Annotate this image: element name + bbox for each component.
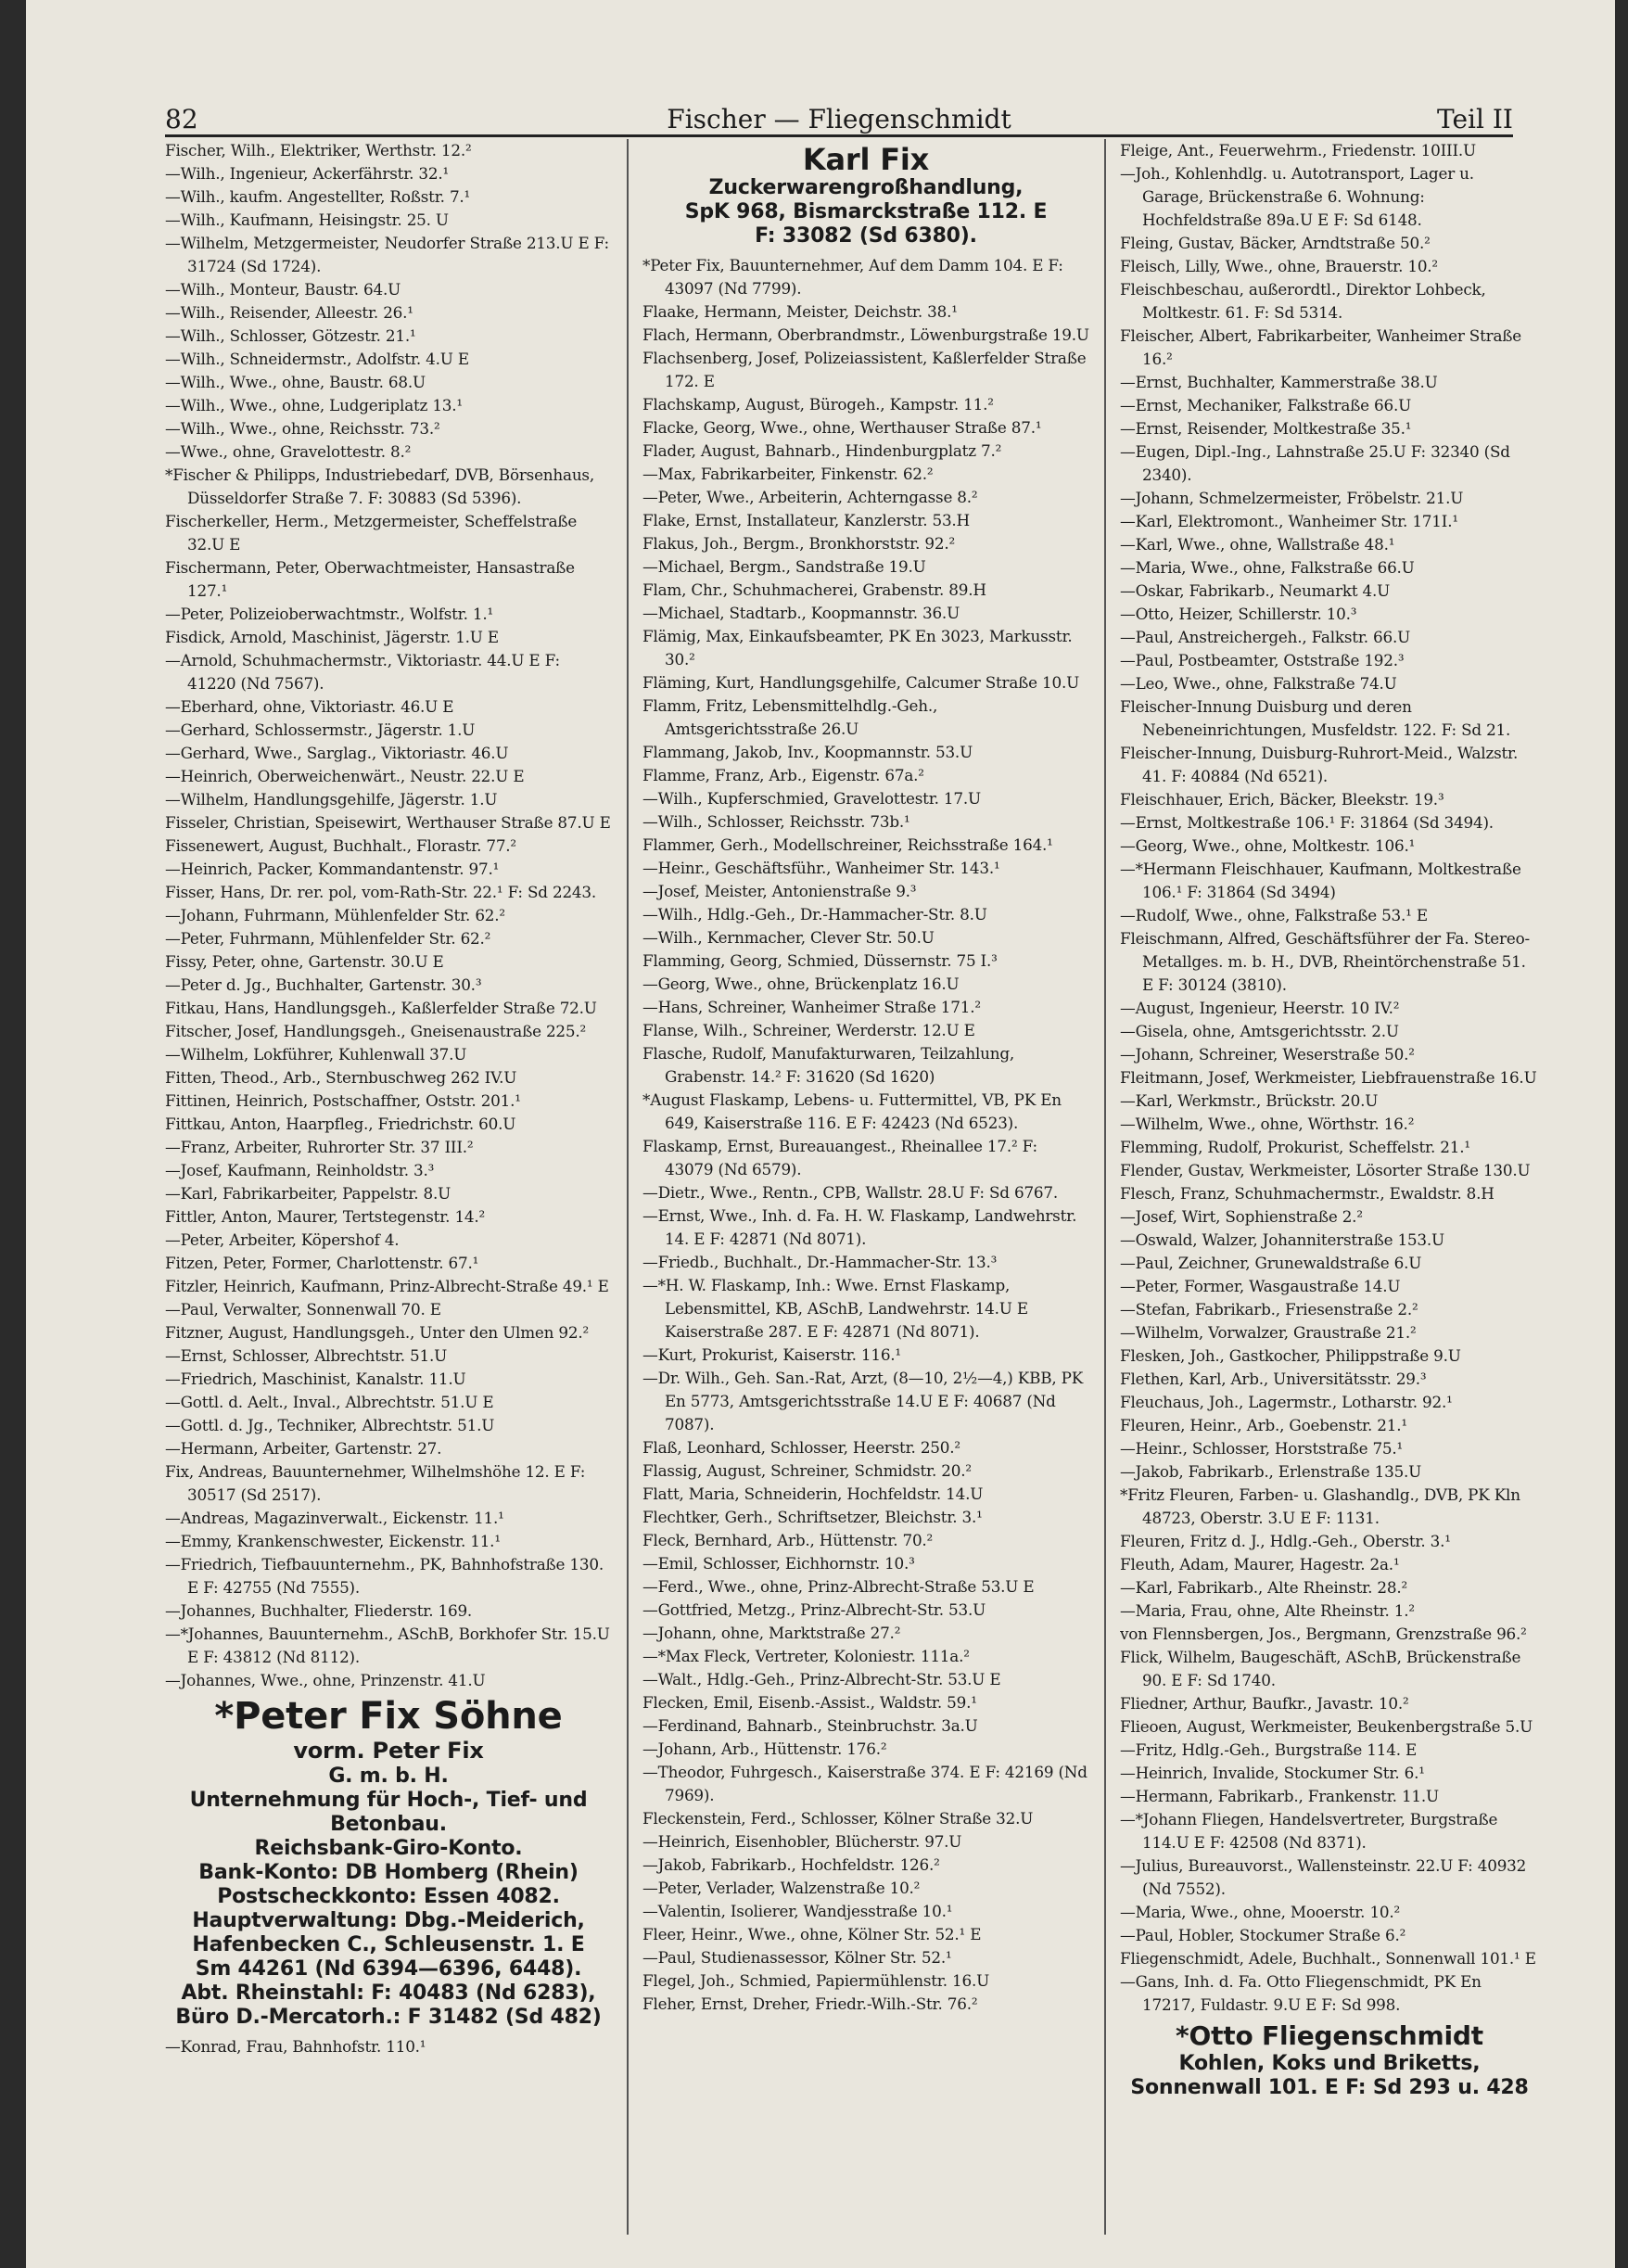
directory-entry: —Wwe., ohne, Gravelottestr. 8.²: [165, 442, 412, 461]
directory-entry: Flachskamp, August, Bürogeh., Kampstr. 11.²: [642, 395, 994, 414]
directory-entry: Flick, Wilhelm, Baugeschäft, ASchB, Brückenstraße 90. E F: Sd 1740.: [1120, 1648, 1521, 1689]
directory-entry: Fleing, Gustav, Bäcker, Arndtstraße 50.²: [1120, 234, 1431, 252]
directory-entry: Fittinen, Heinrich, Postschaffner, Oststr. 201.¹: [165, 1091, 521, 1110]
directory-entry: —*Johannes, Bauunternehm., ASchB, Borkhofer Str. 15.U E F: 43812 (Nd 8112).: [165, 1625, 610, 1666]
column-1: [165, 139, 612, 2225]
directory-entry: —Gerhard, Wwe., Sarglag., Viktoriastr. 46.U: [165, 744, 509, 762]
directory-entry: Flechtker, Gerh., Schriftsetzer, Bleichstr. 3.¹: [642, 1508, 983, 1526]
advert-name: *Otto Fliegenschmidt: [1176, 2020, 1483, 2051]
directory-entry: —Eberhard, ohne, Viktoriastr. 46.U E: [165, 697, 454, 716]
directory-entry: —Heinrich, Packer, Kommandantenstr. 97.¹: [165, 860, 500, 878]
directory-entry: —Wilh., Ingenieur, Ackerfährstr. 32.¹: [165, 164, 450, 183]
directory-entry: —Wilh., Kaufmann, Heisingstr. 25. U: [165, 210, 449, 229]
advert-line: Büro D.-Mercatorh.: F 31482 (Sd 482): [175, 2006, 602, 2029]
directory-entry: —Andreas, Magazinverwalt., Eickenstr. 11.¹: [165, 1509, 504, 1527]
page-number: 82: [165, 104, 198, 134]
directory-entry: —Julius, Bureauvorst., Wallensteinstr. 22.U F: 40932 (Nd 7552).: [1120, 1856, 1527, 1898]
advert-sub: vorm. Peter Fix: [293, 1738, 484, 1764]
directory-entry: —Wilh., Schneidermstr., Adolfstr. 4.U E: [165, 350, 469, 368]
advert-name: *Peter Fix Söhne: [214, 1695, 563, 1738]
directory-entry: —*Max Fleck, Vertreter, Koloniestr. 111a.²: [642, 1647, 970, 1665]
directory-entry: —Peter, Polizeioberwachtmstr., Wolfstr. 1.¹: [165, 605, 494, 623]
directory-entry: —Johann, Arb., Hüttenstr. 176.²: [642, 1739, 887, 1758]
directory-entry: Fitkau, Hans, Handlungsgeh., Kaßlerfelder Straße 72.U: [165, 999, 597, 1017]
directory-entry: —Wilh., Kupferschmied, Gravelottestr. 17.U: [642, 789, 981, 808]
directory-entry: Flam, Chr., Schuhmacherei, Grabenstr. 89.H: [642, 580, 986, 599]
directory-entry: —Heinrich, Oberweichenwärt., Neustr. 22.U E: [165, 767, 525, 785]
entries-col1: [165, 139, 612, 1692]
directory-entry: —Wilh., Wwe., ohne, Ludgeriplatz 13.¹: [165, 396, 463, 414]
directory-entry: —Maria, Frau, ohne, Alte Rheinstr. 1.²: [1120, 1601, 1415, 1620]
directory-entry: —Rudolf, Wwe., ohne, Falkstraße 53.¹ E: [1120, 906, 1428, 924]
directory-entry: Flaake, Hermann, Meister, Deichstr. 38.¹: [642, 302, 958, 321]
directory-entry: —Jakob, Fabrikarb., Hochfeldstr. 126.²: [642, 1855, 940, 1874]
directory-page: [26, 0, 1615, 2268]
advert-line: Hauptverwaltung: Dbg.-Meiderich, Hafenbecken C., Schleusenstr. 1. E: [192, 1909, 585, 1956]
directory-entry: Fitten, Theod., Arb., Sternbuschweg 262 IV.U: [165, 1068, 517, 1087]
directory-entry: Fleher, Ernst, Dreher, Friedr.-Wilh.-Str. 76.²: [642, 1994, 978, 2013]
directory-entry: —Johann, ohne, Marktstraße 27.²: [642, 1624, 901, 1642]
directory-entry: —Hermann, Arbeiter, Gartenstr. 27.: [165, 1439, 442, 1458]
directory-entry: —Johannes, Wwe., ohne, Prinzenstr. 41.U: [165, 1671, 486, 1689]
directory-entry: Fleischer, Albert, Fabrikarbeiter, Wanheimer Straße 16.²: [1120, 326, 1522, 368]
directory-entry: Fleischmann, Alfred, Geschäftsführer der Fa. Stereo-Metallges. m. b. H., DVB, Rheintörchenstraße 51. E F: 30124 (3810).: [1120, 929, 1530, 994]
directory-entry: —Otto, Heizer, Schillerstr. 10.³: [1120, 605, 1357, 623]
directory-entry: —Ferd., Wwe., ohne, Prinz-Albrecht-Straße 53.U E: [642, 1577, 1035, 1596]
directory-entry: —Josef, Meister, Antonienstraße 9.³: [642, 882, 917, 900]
directory-entry: Fläming, Kurt, Handlungsgehilfe, Calcumer Straße 10.U: [642, 673, 1080, 692]
column-2: [642, 139, 1089, 2225]
directory-entry: von Flennsbergen, Jos., Bergmann, Grenzstraße 96.²: [1120, 1625, 1527, 1643]
directory-entry: Fliedner, Arthur, Baufkr., Javastr. 10.²: [1120, 1694, 1409, 1713]
directory-entry: —Heinr., Geschäftsführ., Wanheimer Str. 143.¹: [642, 859, 1000, 877]
directory-entry: Fleuth, Adam, Maurer, Hagestr. 2a.¹: [1120, 1555, 1400, 1574]
directory-entry: Flaskamp, Ernst, Bureauangest., Rheinallee 17.² F: 43079 (Nd 6579).: [642, 1137, 1037, 1179]
directory-entry: —Wilh., Kernmacher, Clever Str. 50.U: [642, 928, 935, 947]
directory-entry: Flatt, Maria, Schneiderin, Hochfeldstr. 14.U: [642, 1484, 984, 1503]
directory-entry: Flachsenberg, Josef, Polizeiassistent, Kaßlerfelder Straße 172. E: [642, 349, 1087, 390]
directory-entry: Fischer, Wilh., Elektriker, Werthstr. 12.²: [165, 141, 472, 159]
directory-entry: —Wilh., Wwe., ohne, Baustr. 68.U: [165, 373, 426, 391]
column-3: [1120, 139, 1539, 2225]
directory-entry: —Georg, Wwe., ohne, Moltkestr. 106.¹: [1120, 836, 1416, 855]
directory-entry: —Michael, Stadtarb., Koopmannstr. 36.U: [642, 604, 960, 622]
directory-entry: Fisser, Hans, Dr. rer. pol, vom-Rath-Str. 22.¹ F: Sd 2243.: [165, 883, 597, 901]
directory-entry: Flämig, Max, Einkaufsbeamter, PK En 3023, Markusstr. 30.²: [642, 627, 1073, 669]
directory-entry: —Paul, Studienassessor, Kölner Str. 52.¹: [642, 1948, 952, 1967]
directory-entry: —Hans, Schreiner, Wanheimer Straße 171.²: [642, 998, 981, 1016]
advert-line: Sonnenwall 101. E F: Sd 293 u. 428: [1130, 2076, 1529, 2099]
column-divider: [1104, 139, 1106, 2235]
directory-entry: —Paul, Hobler, Stockumer Straße 6.²: [1120, 1926, 1406, 1944]
directory-entry: —Ernst, Reisender, Moltkestraße 35.¹: [1120, 419, 1412, 438]
directory-entry: Fix, Andreas, Bauunternehmer, Wilhelmshöhe 12. E F: 30517 (Sd 2517).: [165, 1462, 586, 1504]
directory-entry: Fitzen, Peter, Former, Charlottenstr. 67.¹: [165, 1254, 479, 1272]
directory-entry: Fleckenstein, Ferd., Schlosser, Kölner Straße 32.U: [642, 1809, 1034, 1828]
directory-entry: —Wilhelm, Metzgermeister, Neudorfer Straße 213.U E F: 31724 (Sd 1724).: [165, 234, 609, 275]
directory-entry: —Wilhelm, Vorwalzer, Graustraße 21.²: [1120, 1323, 1417, 1342]
directory-entry: —Heinrich, Invalide, Stockumer Str. 6.¹: [1120, 1764, 1425, 1782]
directory-entry: Flassig, August, Schreiner, Schmidstr. 20.²: [642, 1461, 972, 1480]
advert-line: Postscheckkonto: Essen 4082.: [217, 1885, 560, 1908]
directory-entry: *Peter Fix, Bauunternehmer, Auf dem Damm 104. E F: 43097 (Nd 7799).: [642, 256, 1063, 298]
directory-entry: Flammer, Gerh., Modellschreiner, Reichsstraße 164.¹: [642, 835, 1053, 854]
directory-entry: —Karl, Fabrikarb., Alte Rheinstr. 28.²: [1120, 1578, 1408, 1597]
advert-line: F: 33082 (Sd 6380).: [755, 224, 977, 248]
directory-entry: —Wilhelm, Handlungsgehilfe, Jägerstr. 1.U: [165, 790, 498, 809]
directory-entry: —Max, Fabrikarbeiter, Finkenstr. 62.²: [642, 465, 934, 483]
directory-entry: Fleisch, Lilly, Wwe., ohne, Brauerstr. 10.²: [1120, 257, 1438, 275]
directory-entry: Fitzner, August, Handlungsgeh., Unter den Ulmen 92.²: [165, 1323, 589, 1342]
directory-entry: —Ernst, Buchhalter, Kammerstraße 38.U: [1120, 373, 1438, 391]
directory-entry: —Paul, Zeichner, Grunewaldstraße 6.U: [1120, 1254, 1422, 1272]
directory-entry: —Karl, Werkmstr., Brückstr. 20.U: [1120, 1091, 1379, 1110]
header-rule: [165, 134, 1513, 137]
directory-entry: —Michael, Bergm., Sandstraße 19.U: [642, 557, 926, 576]
directory-entry: —Oswald, Walzer, Johanniterstraße 153.U: [1120, 1230, 1444, 1249]
directory-entry: —*Johann Fliegen, Handelsvertreter, Burgstraße 114.U E F: 42508 (Nd 8371).: [1120, 1810, 1498, 1852]
directory-entry: Flethen, Karl, Arb., Universitätsstr. 29.³: [1120, 1370, 1427, 1388]
directory-entry: —Leo, Wwe., ohne, Falkstraße 74.U: [1120, 674, 1397, 693]
directory-entry: —Dr. Wilh., Geh. San.-Rat, Arzt, (8—10, 2½—4,) KBB, PK En 5773, Amtsgerichtsstraße 14.U E F: 40687 (Nd 7087).: [642, 1369, 1084, 1433]
directory-entry: —Paul, Anstreichergeh., Falkstr. 66.U: [1120, 628, 1411, 646]
directory-entry: —Hermann, Fabrikarb., Frankenstr. 11.U: [1120, 1787, 1439, 1805]
entries-col3: [1120, 139, 1539, 2017]
directory-entry: Fissenewert, August, Buchhalt., Florastr. 77.²: [165, 836, 516, 855]
directory-entry: —Valentin, Isolierer, Wandjesstraße 10.¹: [642, 1902, 953, 1920]
directory-entry: —Johann, Schreiner, Weserstraße 50.²: [1120, 1045, 1415, 1064]
directory-entry: —Gans, Inh. d. Fa. Otto Fliegenschmidt, PK En 17217, Fuldastr. 9.U E F: Sd 998.: [1120, 1972, 1482, 2014]
directory-entry: Flasche, Rudolf, Manufakturwaren, Teilzahlung, Grabenstr. 14.² F: 31620 (Sd 1620): [642, 1044, 1014, 1086]
directory-entry: Fitzler, Heinrich, Kaufmann, Prinz-Albrecht-Straße 49.¹ E: [165, 1277, 609, 1295]
entries-col1-tail: [165, 2035, 612, 2058]
directory-entry: —Maria, Wwe., ohne, Falkstraße 66.U: [1120, 558, 1415, 577]
directory-entry: —Wilh., Schlosser, Reichsstr. 73b.¹: [642, 812, 910, 831]
directory-entry: —Peter, Former, Wasgaustraße 14.U: [1120, 1277, 1401, 1295]
directory-entry: —Gottl. d. Aelt., Inval., Albrechtstr. 51.U E: [165, 1393, 494, 1411]
directory-entry: Fleuren, Fritz d. J., Hdlg.-Geh., Oberstr. 3.¹: [1120, 1532, 1451, 1550]
directory-entry: —Stefan, Fabrikarb., Friesenstraße 2.²: [1120, 1300, 1418, 1319]
directory-entry: Flamme, Franz, Arb., Eigenstr. 67a.²: [642, 766, 924, 784]
directory-entry: Fischermann, Peter, Oberwachtmeister, Hansastraße 127.¹: [165, 558, 575, 600]
directory-entry: —Paul, Verwalter, Sonnenwall 70. E: [165, 1300, 441, 1319]
running-title: Fischer — Fliegenschmidt: [667, 104, 1011, 134]
directory-entry: —Fritz, Hdlg.-Geh., Burgstraße 114. E: [1120, 1740, 1418, 1759]
advert-line: Zuckerwarengroßhandlung,: [708, 176, 1024, 199]
directory-entry: —Paul, Postbeamter, Oststraße 192.³: [1120, 651, 1405, 669]
advert-line: SpK 968, Bismarckstraße 112. E: [684, 200, 1048, 223]
directory-entry: Fliegenschmidt, Adele, Buchhalt., Sonnenwall 101.¹ E: [1120, 1949, 1536, 1968]
directory-entry: —Johann, Schmelzermeister, Fröbelstr. 21.U: [1120, 489, 1464, 507]
directory-entry: —Peter, Fuhrmann, Mühlenfelder Str. 62.²: [165, 929, 491, 948]
directory-entry: —Peter, Wwe., Arbeiterin, Achterngasse 8.²: [642, 488, 978, 506]
directory-entry: —Theodor, Fuhrgesch., Kaiserstraße 374. E F: 42169 (Nd 7969).: [642, 1763, 1087, 1804]
directory-entry: Flieoen, August, Werkmeister, Beukenbergstraße 5.U: [1120, 1717, 1533, 1736]
directory-entry: —Gottl. d. Jg., Techniker, Albrechtstr. 51.U: [165, 1416, 495, 1434]
directory-entry: Fittkau, Anton, Haarpfleg., Friedrichstr. 60.U: [165, 1115, 516, 1133]
directory-entry: —Eugen, Dipl.-Ing., Lahnstraße 25.U F: 32340 (Sd 2340).: [1120, 442, 1510, 484]
directory-entry: *August Flaskamp, Lebens- u. Futtermittel, VB, PK En 649, Kaiserstraße 116. E F: 42423 (Nd 6523).: [642, 1090, 1062, 1132]
directory-entry: —August, Ingenieur, Heerstr. 10 IV.²: [1120, 999, 1400, 1017]
directory-entry: Flender, Gustav, Werkmeister, Lösorter Straße 130.U: [1120, 1161, 1531, 1179]
directory-entry: Flesch, Franz, Schuhmachermstr., Ewaldstr. 8.H: [1120, 1184, 1494, 1203]
directory-entry: —Johannes, Buchhalter, Fliederstr. 169.: [165, 1601, 473, 1620]
advert-peter-fix: [165, 1696, 612, 2030]
directory-entry: —Konrad, Frau, Bahnhofstr. 110.¹: [165, 2037, 426, 2056]
directory-entry: Flanse, Wilh., Schreiner, Werderstr. 12.U E: [642, 1021, 975, 1039]
directory-entry: Flakus, Joh., Bergm., Bronkhorststr. 92.²: [642, 534, 955, 553]
directory-entry: Fleischer-Innung, Duisburg-Ruhrort-Meid., Walzstr. 41. F: 40884 (Nd 6521).: [1120, 744, 1519, 785]
directory-entry: Fisdick, Arnold, Maschinist, Jägerstr. 1.U E: [165, 628, 499, 646]
directory-entry: Fleige, Ant., Feuerwehrm., Friedenstr. 10III.U: [1120, 141, 1476, 159]
directory-entry: —Ernst, Mechaniker, Falkstraße 66.U: [1120, 396, 1412, 414]
directory-entry: —Karl, Elektromont., Wanheimer Str. 171I.¹: [1120, 512, 1458, 530]
directory-entry: —Jakob, Fabrikarb., Erlenstraße 135.U: [1120, 1462, 1422, 1481]
directory-entry: —Wilh., kaufm. Angestellter, Roßstr. 7.¹: [165, 187, 471, 206]
directory-entry: —Peter d. Jg., Buchhalter, Gartenstr. 30.³: [165, 975, 482, 994]
directory-entry: —Ferdinand, Bahnarb., Steinbruchstr. 3a.U: [642, 1716, 978, 1735]
directory-entry: —Dietr., Wwe., Rentn., CPB, Wallstr. 28.U F: Sd 6767.: [642, 1183, 1059, 1202]
directory-entry: Flemming, Rudolf, Prokurist, Scheffelstr. 21.¹: [1120, 1138, 1470, 1156]
directory-entry: Flach, Hermann, Oberbrandmstr., Löwenburgstraße 19.U: [642, 325, 1089, 344]
directory-entry: Flacke, Georg, Wwe., ohne, Werthauser Straße 87.¹: [642, 418, 1042, 437]
directory-entry: —Josef, Wirt, Sophienstraße 2.²: [1120, 1207, 1363, 1226]
directory-entry: Fleuchaus, Joh., Lagermstr., Lotharstr. 92.¹: [1120, 1393, 1453, 1411]
directory-entry: Flammang, Jakob, Inv., Koopmannstr. 53.U: [642, 743, 973, 761]
directory-entry: —Friedrich, Maschinist, Kanalstr. 11.U: [165, 1370, 466, 1388]
directory-entry: —Walt., Hdlg.-Geh., Prinz-Albrecht-Str. 53.U E: [642, 1670, 1001, 1688]
part-label: Teil II: [1436, 104, 1513, 134]
directory-entry: Fleischbeschau, außerordtl., Direktor Lohbeck, Moltkestr. 61. F: Sd 5314.: [1120, 280, 1486, 322]
directory-entry: —Wilh., Schlosser, Götzestr. 21.¹: [165, 326, 416, 345]
advert-line: Sm 44261 (Nd 6394—6396, 6448).: [195, 1957, 582, 1981]
directory-entry: —*H. W. Flaskamp, Inh.: Wwe. Ernst Flaskamp, Lebensmittel, KB, ASchB, Landwehrstr. 14.U E Kaiserstraße 287. E F: 42871 (Nd 8071).: [642, 1276, 1028, 1341]
directory-entry: —Joh., Kohlenhdlg. u. Autotransport, Lager u. Garage, Brückenstraße 6. Wohnung: Hochfeldstraße 89a.U E F: Sd 6148.: [1120, 164, 1474, 229]
column-divider: [627, 139, 629, 2235]
advert-otto-fliegenschmidt: [1120, 2020, 1539, 2100]
directory-entry: —Ernst, Moltkestraße 106.¹ F: 31864 (Sd 3494).: [1120, 813, 1494, 832]
directory-entry: *Fischer & Philipps, Industriebedarf, DVB, Börsenhaus, Düsseldorfer Straße 7. F: 30883 (Sd 5396).: [165, 465, 594, 507]
advert-lines: [642, 176, 1089, 248]
directory-entry: Fleischer-Innung Duisburg und deren Nebeneinrichtungen, Musfeldstr. 122. F: Sd 21.: [1120, 697, 1511, 739]
directory-entry: —Wilh., Reisender, Alleestr. 26.¹: [165, 303, 413, 322]
directory-entry: —Wilh., Monteur, Baustr. 64.U: [165, 280, 401, 299]
directory-entry: —Emmy, Krankenschwester, Eickenstr. 11.¹: [165, 1532, 501, 1550]
directory-entry: —Karl, Wwe., ohne, Wallstraße 48.¹: [1120, 535, 1395, 554]
directory-entry: —Friedrich, Tiefbauunternehm., PK, Bahnhofstraße 130. E F: 42755 (Nd 7555).: [165, 1555, 604, 1597]
directory-entry: —Peter, Verlader, Walzenstraße 10.²: [642, 1879, 921, 1897]
directory-entry: —Ernst, Wwe., Inh. d. Fa. H. W. Flaskamp, Landwehrstr. 14. E F: 42871 (Nd 8071).: [642, 1206, 1077, 1248]
directory-entry: —Gisela, ohne, Amtsgerichtsstr. 2.U: [1120, 1022, 1399, 1040]
directory-entry: Fisseler, Christian, Speisewirt, Werthauser Straße 87.U E: [165, 813, 611, 832]
directory-entry: Flamming, Georg, Schmied, Düssernstr. 75 I.³: [642, 951, 998, 970]
directory-entry: Fleer, Heinr., Wwe., ohne, Kölner Str. 52.¹ E: [642, 1925, 982, 1943]
directory-entry: Fleck, Bernhard, Arb., Hüttenstr. 70.²: [642, 1531, 934, 1549]
directory-entry: —Gerhard, Schlossermstr., Jägerstr. 1.U: [165, 720, 476, 739]
directory-entry: —Peter, Arbeiter, Köpershof 4.: [165, 1230, 400, 1249]
directory-entry: Fischerkeller, Herm., Metzgermeister, Scheffelstraße 32.U E: [165, 512, 578, 554]
directory-entry: Flecken, Emil, Eisenb.-Assist., Waldstr. 59.¹: [642, 1693, 977, 1712]
directory-entry: —Ernst, Schlosser, Albrechtstr. 51.U: [165, 1346, 448, 1365]
advert-karl-fix: [642, 143, 1089, 248]
advert-line: Reichsbank-Giro-Konto.: [254, 1837, 523, 1860]
directory-entry: —*Hermann Fleischhauer, Kaufmann, Moltkestraße 106.¹ F: 31864 (Sd 3494): [1120, 860, 1521, 901]
directory-entry: —Heinr., Schlosser, Horststraße 75.¹: [1120, 1439, 1404, 1458]
directory-entry: —Wilhelm, Wwe., ohne, Wörthstr. 16.²: [1120, 1115, 1415, 1133]
directory-entry: —Emil, Schlosser, Eichhornstr. 10.³: [642, 1554, 915, 1573]
directory-entry: —Georg, Wwe., ohne, Brückenplatz 16.U: [642, 975, 960, 993]
advert-lines: [1120, 2052, 1539, 2100]
directory-entry: —Johann, Fuhrmann, Mühlenfelder Str. 62.²: [165, 906, 505, 924]
advert-line: Unternehmung für Hoch-, Tief- und Betonbau.: [189, 1789, 588, 1836]
advert-lines: [165, 1765, 612, 2030]
directory-entry: Fissy, Peter, ohne, Gartenstr. 30.U E: [165, 952, 444, 971]
directory-entry: —Franz, Arbeiter, Ruhrorter Str. 37 III.²: [165, 1138, 474, 1156]
directory-entry: Fleuren, Heinr., Arb., Goebenstr. 21.¹: [1120, 1416, 1407, 1434]
directory-entry: Fitscher, Josef, Handlungsgeh., Gneisenaustraße 225.²: [165, 1022, 587, 1040]
directory-entry: —Wilh., Hdlg.-Geh., Dr.-Hammacher-Str. 8.U: [642, 905, 987, 924]
advert-line: Abt. Rheinstahl: F: 40483 (Nd 6283),: [181, 1981, 596, 2005]
directory-entry: —Arnold, Schuhmachermstr., Viktoriastr. 44.U E F: 41220 (Nd 7567).: [165, 651, 560, 693]
directory-entry: Flegel, Joh., Schmied, Papiermühlenstr. 16.U: [642, 1971, 990, 1990]
directory-entry: —Oskar, Fabrikarb., Neumarkt 4.U: [1120, 581, 1391, 600]
directory-entry: —Josef, Kaufmann, Reinholdstr. 3.³: [165, 1161, 435, 1179]
directory-entry: —Kurt, Prokurist, Kaiserstr. 116.¹: [642, 1345, 901, 1364]
directory-entry: Flake, Ernst, Installateur, Kanzlerstr. 53.H: [642, 511, 970, 529]
advert-line: Bank-Konto: DB Homberg (Rhein): [198, 1861, 579, 1884]
directory-entry: —Wilh., Wwe., ohne, Reichsstr. 73.²: [165, 419, 440, 438]
directory-entry: Flesken, Joh., Gastkocher, Philippstraße 9.U: [1120, 1346, 1461, 1365]
directory-entry: Flamm, Fritz, Lebensmittelhdlg.-Geh., Amtsgerichtsstraße 26.U: [642, 696, 938, 738]
directory-entry: Fleischhauer, Erich, Bäcker, Bleekstr. 19.³: [1120, 790, 1444, 809]
entries-col2: [642, 254, 1089, 2016]
directory-entry: —Friedb., Buchhalt., Dr.-Hammacher-Str. 13.³: [642, 1253, 998, 1271]
directory-entry: Flaß, Leonhard, Schlosser, Heerstr. 250.²: [642, 1438, 960, 1457]
advert-line: Kohlen, Koks und Briketts,: [1178, 2052, 1481, 2075]
advert-line: G. m. b. H.: [328, 1765, 449, 1788]
directory-entry: —Karl, Fabrikarbeiter, Pappelstr. 8.U: [165, 1184, 452, 1203]
directory-entry: *Fritz Fleuren, Farben- u. Glashandlg., DVB, PK Kln 48723, Oberstr. 3.U E F: 1131.: [1120, 1485, 1520, 1527]
directory-entry: Fleitmann, Josef, Werkmeister, Liebfrauenstraße 16.U: [1120, 1068, 1537, 1087]
directory-entry: —Heinrich, Eisenhobler, Blücherstr. 97.U: [642, 1832, 962, 1851]
directory-entry: Fittler, Anton, Maurer, Tertstegenstr. 14.²: [165, 1207, 486, 1226]
advert-name: Karl Fix: [802, 142, 930, 177]
directory-entry: —Gottfried, Metzg., Prinz-Albrecht-Str. 53.U: [642, 1600, 986, 1619]
directory-entry: Flader, August, Bahnarb., Hindenburgplatz 7.²: [642, 441, 1002, 460]
directory-entry: —Maria, Wwe., ohne, Mooerstr. 10.²: [1120, 1903, 1401, 1921]
directory-entry: —Wilhelm, Lokführer, Kuhlenwall 37.U: [165, 1045, 467, 1064]
